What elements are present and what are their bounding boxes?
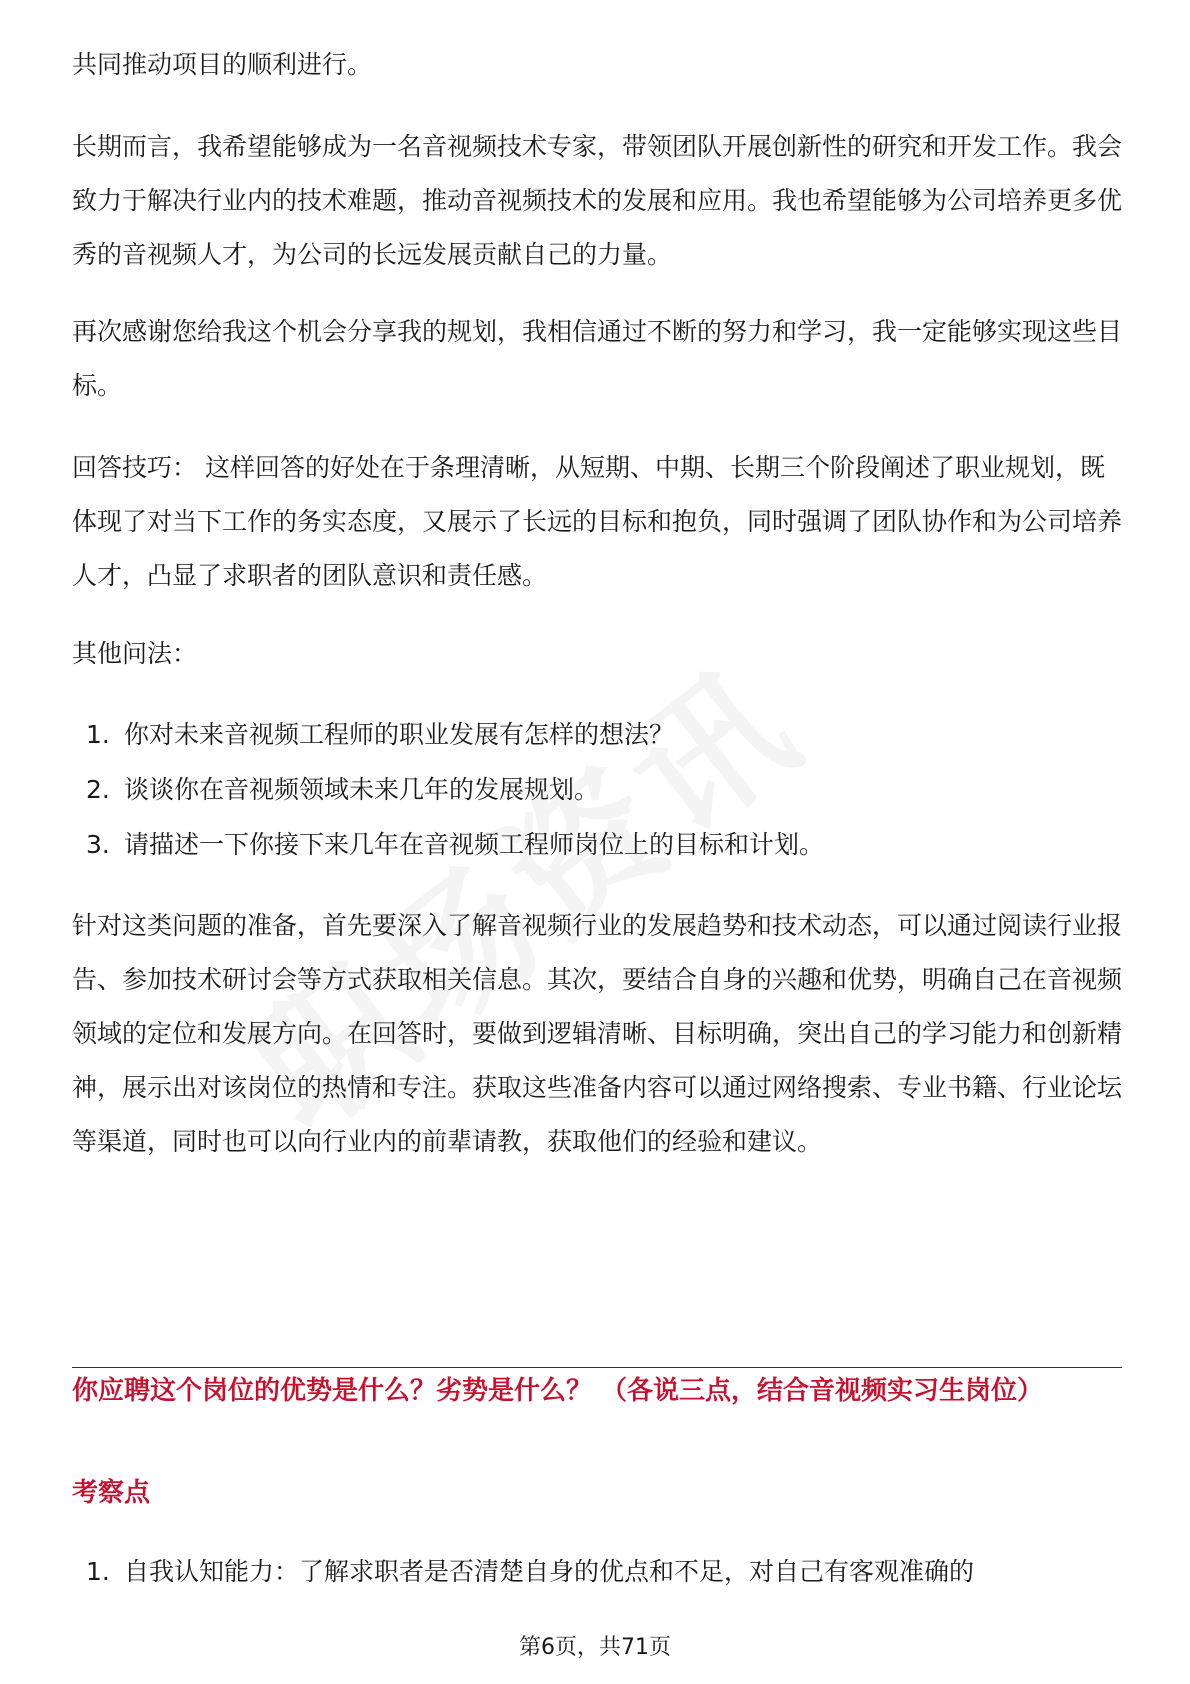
list-number: 1. bbox=[86, 1557, 110, 1586]
list-number: 2. bbox=[86, 775, 110, 804]
paragraph-thanks: 再次感谢您给我这个机会分享我的规划，我相信通过不断的努力和学习，我一定能够实现这些目标。 bbox=[72, 317, 1123, 400]
paragraph-long-term: 长期而言，我希望能够成为一名音视频技术专家，带领团队开展创新性的研究和开发工作。我会致力于解决行业内的技术难题，推动音视频技术的发展和应用。我也希望能够为公司培养更多优秀的音视频人才，为公司的长远发展贡献自己的力量。 bbox=[72, 132, 1123, 269]
paragraph-preparation: 针对这类问题的准备，首先要深入了解音视频行业的发展趋势和技术动态，可以通过阅读行业报告、参加技术研讨会等方式获取相关信息。其次，要结合自身的兴趣和优势，明确自己在音视频领域的定位和发展方向。在回答时，要做到逻辑清晰、目标明确，突出自己的学习能力和创新精神，展示出对该岗位的热情和专注。获取这些准备内容可以通过网络搜索、专业书籍、行业论坛等渠道，同时也可以向行业内的前辈请教，获取他们的经验和建议。 bbox=[72, 911, 1123, 1156]
list-number: 1. bbox=[86, 720, 110, 749]
section-divider bbox=[72, 1367, 1122, 1368]
list-text: 你对未来音视频工程师的职业发展有怎样的想法？ bbox=[124, 720, 675, 749]
paragraph-project: 共同推动项目的顺利进行。 bbox=[72, 50, 373, 79]
list-text: 请描述一下你接下来几年在音视频工程师岗位上的目标和计划。 bbox=[124, 830, 825, 859]
list-number: 3. bbox=[86, 830, 110, 859]
page-footer: 第6页，共71页 bbox=[519, 1635, 671, 1660]
paragraph-answer-tips: 回答技巧： 这样回答的好处在于条理清晰，从短期、中期、长期三个阶段阐述了职业规划，既体现了对当下工作的务实态度，又展示了长远的目标和抱负，同时强调了团队协作和为公司培养人才，凸显了求职者的团队意识和责任感。 bbox=[72, 453, 1123, 590]
list-text: 谈谈你在音视频领域未来几年的发展规划。 bbox=[124, 775, 600, 804]
list-text: 自我认知能力：了解求职者是否清楚自身的优点和不足，对自己有客观准确的 bbox=[124, 1557, 975, 1586]
question-title: 你应聘这个岗位的优势是什么？劣势是什么？ （各说三点，结合音视频实习生岗位） bbox=[72, 1376, 1044, 1406]
paragraph-other-questions-label: 其他问法： bbox=[72, 639, 198, 668]
question-subheading: 考察点 bbox=[72, 1478, 151, 1508]
